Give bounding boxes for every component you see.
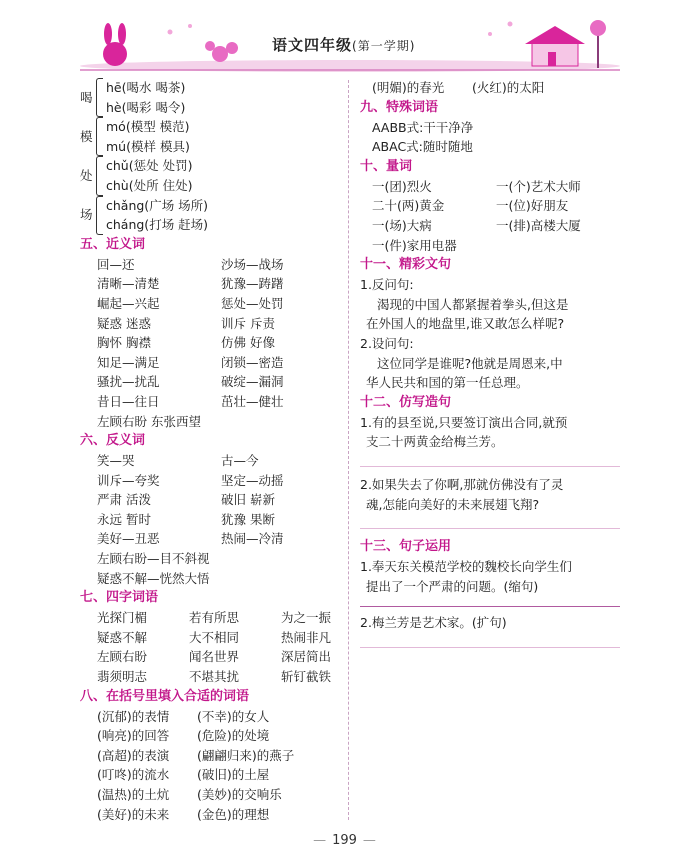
reading: cháng(打场 赶场) — [106, 217, 209, 233]
polyphone-char: 场 — [80, 207, 93, 223]
synonym-pair: 崛起—兴起 — [97, 295, 160, 311]
sentence-line: 这位同学是谁呢?他就是周恩来,中 — [377, 355, 563, 371]
section-title-imitation: 十二、仿写造句 — [360, 394, 452, 410]
idiom: 为之一振 — [281, 610, 332, 626]
idiom: 若有所思 — [189, 610, 240, 626]
brace — [96, 196, 103, 235]
fill-word-list — [80, 707, 342, 825]
synonym-pair: 破绽—漏洞 — [221, 374, 284, 390]
antonym-pair: 犹豫 果断 — [221, 511, 275, 527]
synonym-pair: 回—还 — [97, 256, 135, 272]
exercise-line: 1.奉天东关模范学校的魏校长向学生们 — [360, 559, 572, 575]
idiom: 深居简出 — [281, 649, 332, 665]
idiom: 大不相同 — [189, 629, 240, 645]
reading: chǎng(广场 场所) — [106, 197, 209, 213]
fill-phrase: (沉郁)的表情 — [97, 708, 170, 724]
fill-phrase: (明媚)的春光 — [372, 80, 445, 95]
page-number: — 199 — — [313, 833, 376, 848]
antonym-pair: 严肃 活泼 — [97, 492, 151, 508]
synonym-pair: 知足—满足 — [97, 354, 160, 370]
brace — [96, 156, 103, 195]
reading: mó(模型 模范) — [106, 119, 190, 135]
polyphone-char: 喝 — [80, 89, 93, 105]
brace — [96, 117, 103, 156]
idiom: 左顾右盼 — [97, 649, 148, 665]
section-title-special-words: 九、特殊词语 — [360, 99, 439, 115]
synonym-pair: 清晰—清楚 — [97, 276, 160, 292]
synonym-pair: 骚扰—扰乱 — [97, 374, 160, 390]
synonym-pair: 胸怀 胸襟 — [97, 335, 151, 351]
exercise-line: 2.如果失去了你啊,那就仿佛没有了灵 — [360, 476, 564, 492]
polyphone-item — [80, 78, 342, 117]
exercise-line: 1.有的县至说,只要签订演出合同,就预 — [360, 414, 568, 430]
reading: mú(模样 模具) — [106, 138, 190, 154]
synonym-pair: 左顾右盼 东张西望 — [97, 413, 201, 429]
polyphone-char: 处 — [80, 168, 93, 184]
question-label: 2.设问句: — [360, 335, 414, 351]
synonym-pair: 沙场—战场 — [221, 256, 284, 272]
fill-phrase: (响亮)的回答 — [97, 728, 170, 744]
antonym-pair: 训斥—夸奖 — [97, 472, 160, 488]
antonym-pair: 坚定—动摇 — [221, 472, 284, 488]
fill-phrase: (翩翩归来)的燕子 — [197, 747, 295, 763]
synonym-pair: 闭锁—密造 — [221, 354, 284, 370]
polyphone-item — [80, 117, 342, 156]
measure-phrase: 一(排)高楼大厦 — [496, 217, 581, 233]
fill-phrase: (美好)的未来 — [97, 806, 170, 822]
fill-phrase: (不幸)的女人 — [197, 708, 270, 724]
fill-phrase: (火红)的太阳 — [472, 80, 545, 95]
section-title-sentence-use: 十三、句子运用 — [360, 539, 452, 555]
reading: hē(喝水 喝茶) — [106, 80, 186, 95]
section-title-antonyms: 六、反义词 — [80, 433, 146, 449]
fill-phrase: (叮咚)的流水 — [97, 767, 170, 783]
antonym-pair: 热闹—冷清 — [221, 531, 284, 547]
idiom: 热闹非凡 — [281, 629, 332, 645]
sentence-line: 在外国人的地盘里,谁又敢怎么样呢? — [366, 316, 565, 332]
fill-phrase: (美妙)的交响乐 — [197, 787, 282, 802]
synonym-pair: 犹豫—踌躇 — [221, 276, 284, 292]
fill-phrase: (金色)的理想 — [197, 806, 270, 822]
right-column — [360, 78, 620, 656]
synonym-pair: 训斥 斥责 — [221, 315, 275, 331]
exercise-line: 提出了一个严肃的问题。(缩句) — [366, 578, 539, 594]
answer-line — [360, 452, 620, 467]
synonym-pair: 仿佛 好像 — [221, 335, 275, 351]
section-title-measure-words: 十、量词 — [360, 158, 413, 174]
antonym-pair: 永远 暂时 — [97, 511, 151, 527]
reading: chù(处所 住处) — [106, 177, 193, 193]
tree-icon — [590, 20, 606, 68]
column-divider — [348, 80, 349, 820]
polyphone-item — [80, 196, 342, 235]
measure-phrase: 一(件)家用电器 — [372, 237, 457, 253]
house-icon — [525, 26, 585, 66]
synonym-list — [80, 255, 342, 431]
synonym-pair: 茁壮—健壮 — [221, 393, 284, 409]
section-title-idioms: 七、四字词语 — [80, 590, 159, 606]
measure-phrase: 一(团)烈火 — [372, 178, 432, 194]
antonym-pair: 破旧 崭新 — [221, 492, 275, 508]
antonym-pair: 疑惑不解—恍然大悟 — [97, 570, 210, 586]
synonym-pair: 疑惑 迷惑 — [97, 315, 151, 331]
special-word: AABB式:干干净净 — [372, 119, 474, 135]
fill-phrase: (破旧)的土屋 — [197, 767, 270, 783]
flower-icon — [205, 41, 238, 62]
idiom: 翡须明志 — [97, 669, 148, 685]
exercise-line: 支二十两黄金给梅兰芳。 — [366, 434, 504, 450]
antonym-list — [80, 451, 342, 588]
idiom: 斩钉截铁 — [281, 669, 332, 685]
question-label: 1.反问句: — [360, 277, 414, 293]
section-title-sentences: 十一、精彩文句 — [360, 257, 452, 273]
polyphone-char: 模 — [80, 128, 93, 144]
answer-line — [360, 596, 620, 607]
sentence-line: 渴现的中国人都紧握着拳头,但这是 — [377, 296, 569, 312]
fill-phrase: (危险)的处境 — [197, 728, 270, 744]
section-title-fill-words: 八、在括号里填入合适的词语 — [80, 688, 250, 704]
antonym-pair: 笑—哭 — [97, 453, 135, 469]
measure-phrase: 二十(两)黄金 — [372, 198, 445, 214]
measure-phrase: 一(场)大病 — [372, 217, 432, 233]
idiom-list — [80, 608, 342, 686]
left-column — [80, 78, 342, 824]
synonym-pair: 昔日—往日 — [97, 393, 160, 409]
polyphone-list — [80, 78, 342, 235]
brace — [96, 78, 103, 117]
idiom: 闻名世界 — [189, 649, 240, 665]
exercise-line: 2.梅兰芳是艺术家。(扩句) — [360, 615, 507, 631]
antonym-pair: 古—今 — [221, 453, 259, 469]
measure-phrase: 一(位)好朋友 — [496, 198, 569, 214]
measure-phrase: 一(个)艺术大师 — [496, 178, 581, 194]
page-title: 语文四年级(第一学期) — [272, 36, 416, 54]
exercise-line: 魂,怎能向美好的未来展翅飞翔? — [366, 496, 540, 512]
synonym-pair: 惩处—处罚 — [221, 295, 284, 311]
idiom: 不堪其扰 — [189, 669, 240, 685]
polyphone-item — [80, 156, 342, 195]
bunny-icon — [103, 23, 127, 66]
answer-line — [360, 514, 620, 529]
section-title-synonyms: 五、近义词 — [80, 236, 146, 252]
idiom: 光探门楣 — [97, 610, 148, 626]
special-word: ABAC式:随时随地 — [372, 139, 473, 155]
idiom: 疑惑不解 — [97, 629, 148, 645]
fill-phrase: (温热)的土炕 — [97, 787, 170, 802]
antonym-pair: 左顾右盼—目不斜视 — [97, 551, 210, 567]
reading: hè(喝彩 喝令) — [106, 99, 186, 115]
antonym-pair: 美好—丑恶 — [97, 531, 160, 547]
answer-line — [360, 633, 620, 648]
reading: chǔ(惩处 处罚) — [106, 158, 193, 174]
sentence-line: 华人民共和国的第一任总理。 — [366, 375, 529, 391]
fill-phrase: (高超)的表演 — [97, 747, 170, 763]
